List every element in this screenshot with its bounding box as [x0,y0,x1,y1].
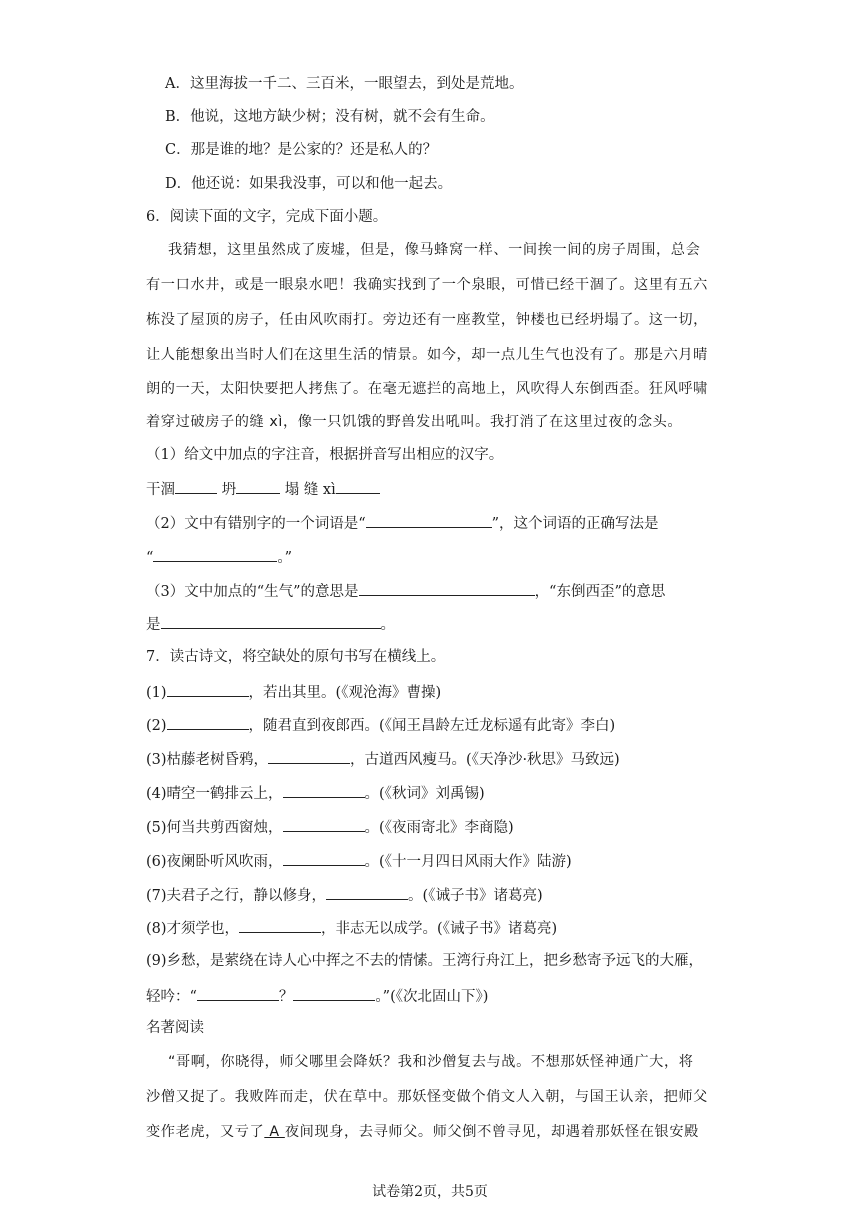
line-text: (1) [146,685,167,701]
poem-line-6 [146,850,722,872]
poem-line-4 [146,782,722,804]
option-d: D．他还说：如果我没事，可以和他一起去。 [165,176,453,192]
answer-blank[interactable] [283,850,365,866]
line-text: ，若出其里。(《观沧海》曹操) [248,685,442,701]
page-footer: 试卷第2页，共5页 [372,1184,488,1200]
sub-question-3 [146,580,722,602]
line-text: ，非志无以成学。(《诫子书》诸葛亮) [321,921,558,937]
answer-blank[interactable] [283,782,365,798]
answer-blank[interactable] [236,478,280,494]
line-text: 。”(《次北固山下》) [375,989,489,1005]
line-text: 。(《夜雨寄北》李商隐) [364,820,514,836]
poem-line-5 [146,816,722,838]
answer-blank[interactable] [197,985,279,1001]
passage-line-4: 让人能想象出当时人们在这里生活的情景。如今，却一点儿生气也没有了。那是六月晴 [146,347,708,363]
poem-line-10 [146,985,722,1007]
line-text: 变作老虎，又亏了 [146,1124,265,1140]
line-text: (8)才须学也， [146,921,240,937]
reading-line-2: 沙僧又捉了。我败阵而走，伏在草中。那妖怪变做个俏文人入朝，与国王认亲，把师父 [146,1089,708,1105]
line-text: (2) [146,718,167,734]
answer-blank[interactable] [326,884,408,900]
line-text: (5)何当共剪西窗烛， [146,820,283,836]
poem-line-7 [146,884,722,906]
word-gan-he: 干涸 [146,482,175,498]
line-text: (6)夜阑卧听风吹雨， [146,854,283,870]
blank-marker-a: A [264,1124,285,1140]
line-text: (3)枯藤老树昏鸦， [146,752,269,768]
line-text: 。(《秋词》刘禹锡) [364,786,485,802]
passage-line-6: 着穿过破房子的缝 xì，像一只饥饿的野兽发出吼叫。我打消了在这里过夜的念头。 [146,414,683,430]
reading-line-3 [146,1122,722,1142]
answer-blank[interactable] [268,748,350,764]
line-text: (7)夫君子之行，静以修身， [146,888,327,904]
question-7-title: 7．读古诗文，将空缺处的原句书写在横线上。 [146,649,446,665]
passage-line-2: 有一口水井，或是一眼泉水吧！我确实找到了一个泉眼，可惜已经干涸了。这里有五六 [146,277,708,293]
answer-blank[interactable] [359,580,535,596]
sub-question-3-cont [146,613,722,635]
sub-question-1-blanks [146,478,722,500]
passage-line-3: 栋没了屋顶的房子，任由风吹雨打。旁边还有一座教堂，钟楼也已经坍塌了。这一切， [146,312,708,328]
line-text: 轻吟：“ [146,989,197,1005]
sub2-text: 。” [277,550,293,566]
answer-blank[interactable] [167,681,249,697]
option-b: B．他说，这地方缺少树；没有树，就不会有生命。 [165,109,495,125]
poem-line-1 [146,681,722,703]
answer-blank[interactable] [175,478,217,494]
sub3-text: 是 [146,617,161,633]
sub2-text: ”，这个词语的正确写法是 [491,516,659,532]
sub-question-2-cont [146,546,722,568]
passage-line-1: 我猜想，这里虽然成了废墟，但是，像马蜂窝一样、一间挨一间的房子周围，总会 [168,242,701,258]
option-a: A．这里海拔一千二、三百米，一眼望去，到处是荒地。 [165,76,524,92]
sub-question-1: （1）给文中加点的字注音，根据拼音写出相应的汉字。 [146,447,504,463]
word-ta-feng: 塌 缝 xì [284,482,336,498]
sub3-text: （3）文中加点的“生气”的意思是 [146,584,359,600]
poem-line-3 [146,748,722,770]
answer-blank[interactable] [167,714,249,730]
option-c: C．那是谁的地？是公家的？还是私人的？ [165,142,438,158]
question-6-title: 6．阅读下面的文字，完成下面小题。 [146,209,388,225]
sub-question-2 [146,512,722,534]
passage-line-5: 朗的一天，太阳快要把人拷焦了。在毫无遮拦的高地上，风吹得人东倒西歪。狂风呼啸 [146,381,708,397]
line-text: ，随君直到夜郎西。(《闻王昌龄左迁龙标遥有此寄》李白) [248,718,616,734]
answer-blank[interactable] [293,985,375,1001]
answer-blank[interactable] [283,816,365,832]
line-text: ？ [278,989,294,1005]
reading-line-1: “哥啊，你晓得，师父哪里会降妖？我和沙僧复去与战。不想那妖怪神通广大，将 [168,1054,694,1070]
sub2-text: （2）文中有错别字的一个词语是“ [146,516,366,532]
answer-blank[interactable] [366,512,492,528]
answer-blank[interactable] [153,546,277,562]
line-text: ，古道西风瘦马。(《天净沙·秋思》马致远) [350,752,620,768]
line-text: 。(《十一月四日风雨大作》陆游) [364,854,572,870]
line-text: 。(《诫子书》诸葛亮) [408,888,543,904]
poem-line-2 [146,714,722,736]
reading-section-title: 名著阅读 [146,1020,204,1036]
line-text: 夜间现身，去寻师父。师父倒不曾寻见，却遇着那妖怪在银安殿 [284,1124,699,1140]
sub2-text: “ [146,550,154,566]
poem-line-8 [146,917,722,939]
answer-blank[interactable] [161,613,381,629]
sub3-text: 。 [380,617,395,633]
answer-blank[interactable] [336,478,380,494]
line-text: (4)晴空一鹤排云上， [146,786,283,802]
word-tan: 坍 [221,482,237,498]
poem-line-9: (9)乡愁，是萦绕在诗人心中挥之不去的情愫。王湾行舟江上，把乡愁寄予远飞的大雁， [146,953,704,969]
answer-blank[interactable] [239,917,321,933]
sub3-text: ，“东倒西歪”的意思 [534,584,666,600]
